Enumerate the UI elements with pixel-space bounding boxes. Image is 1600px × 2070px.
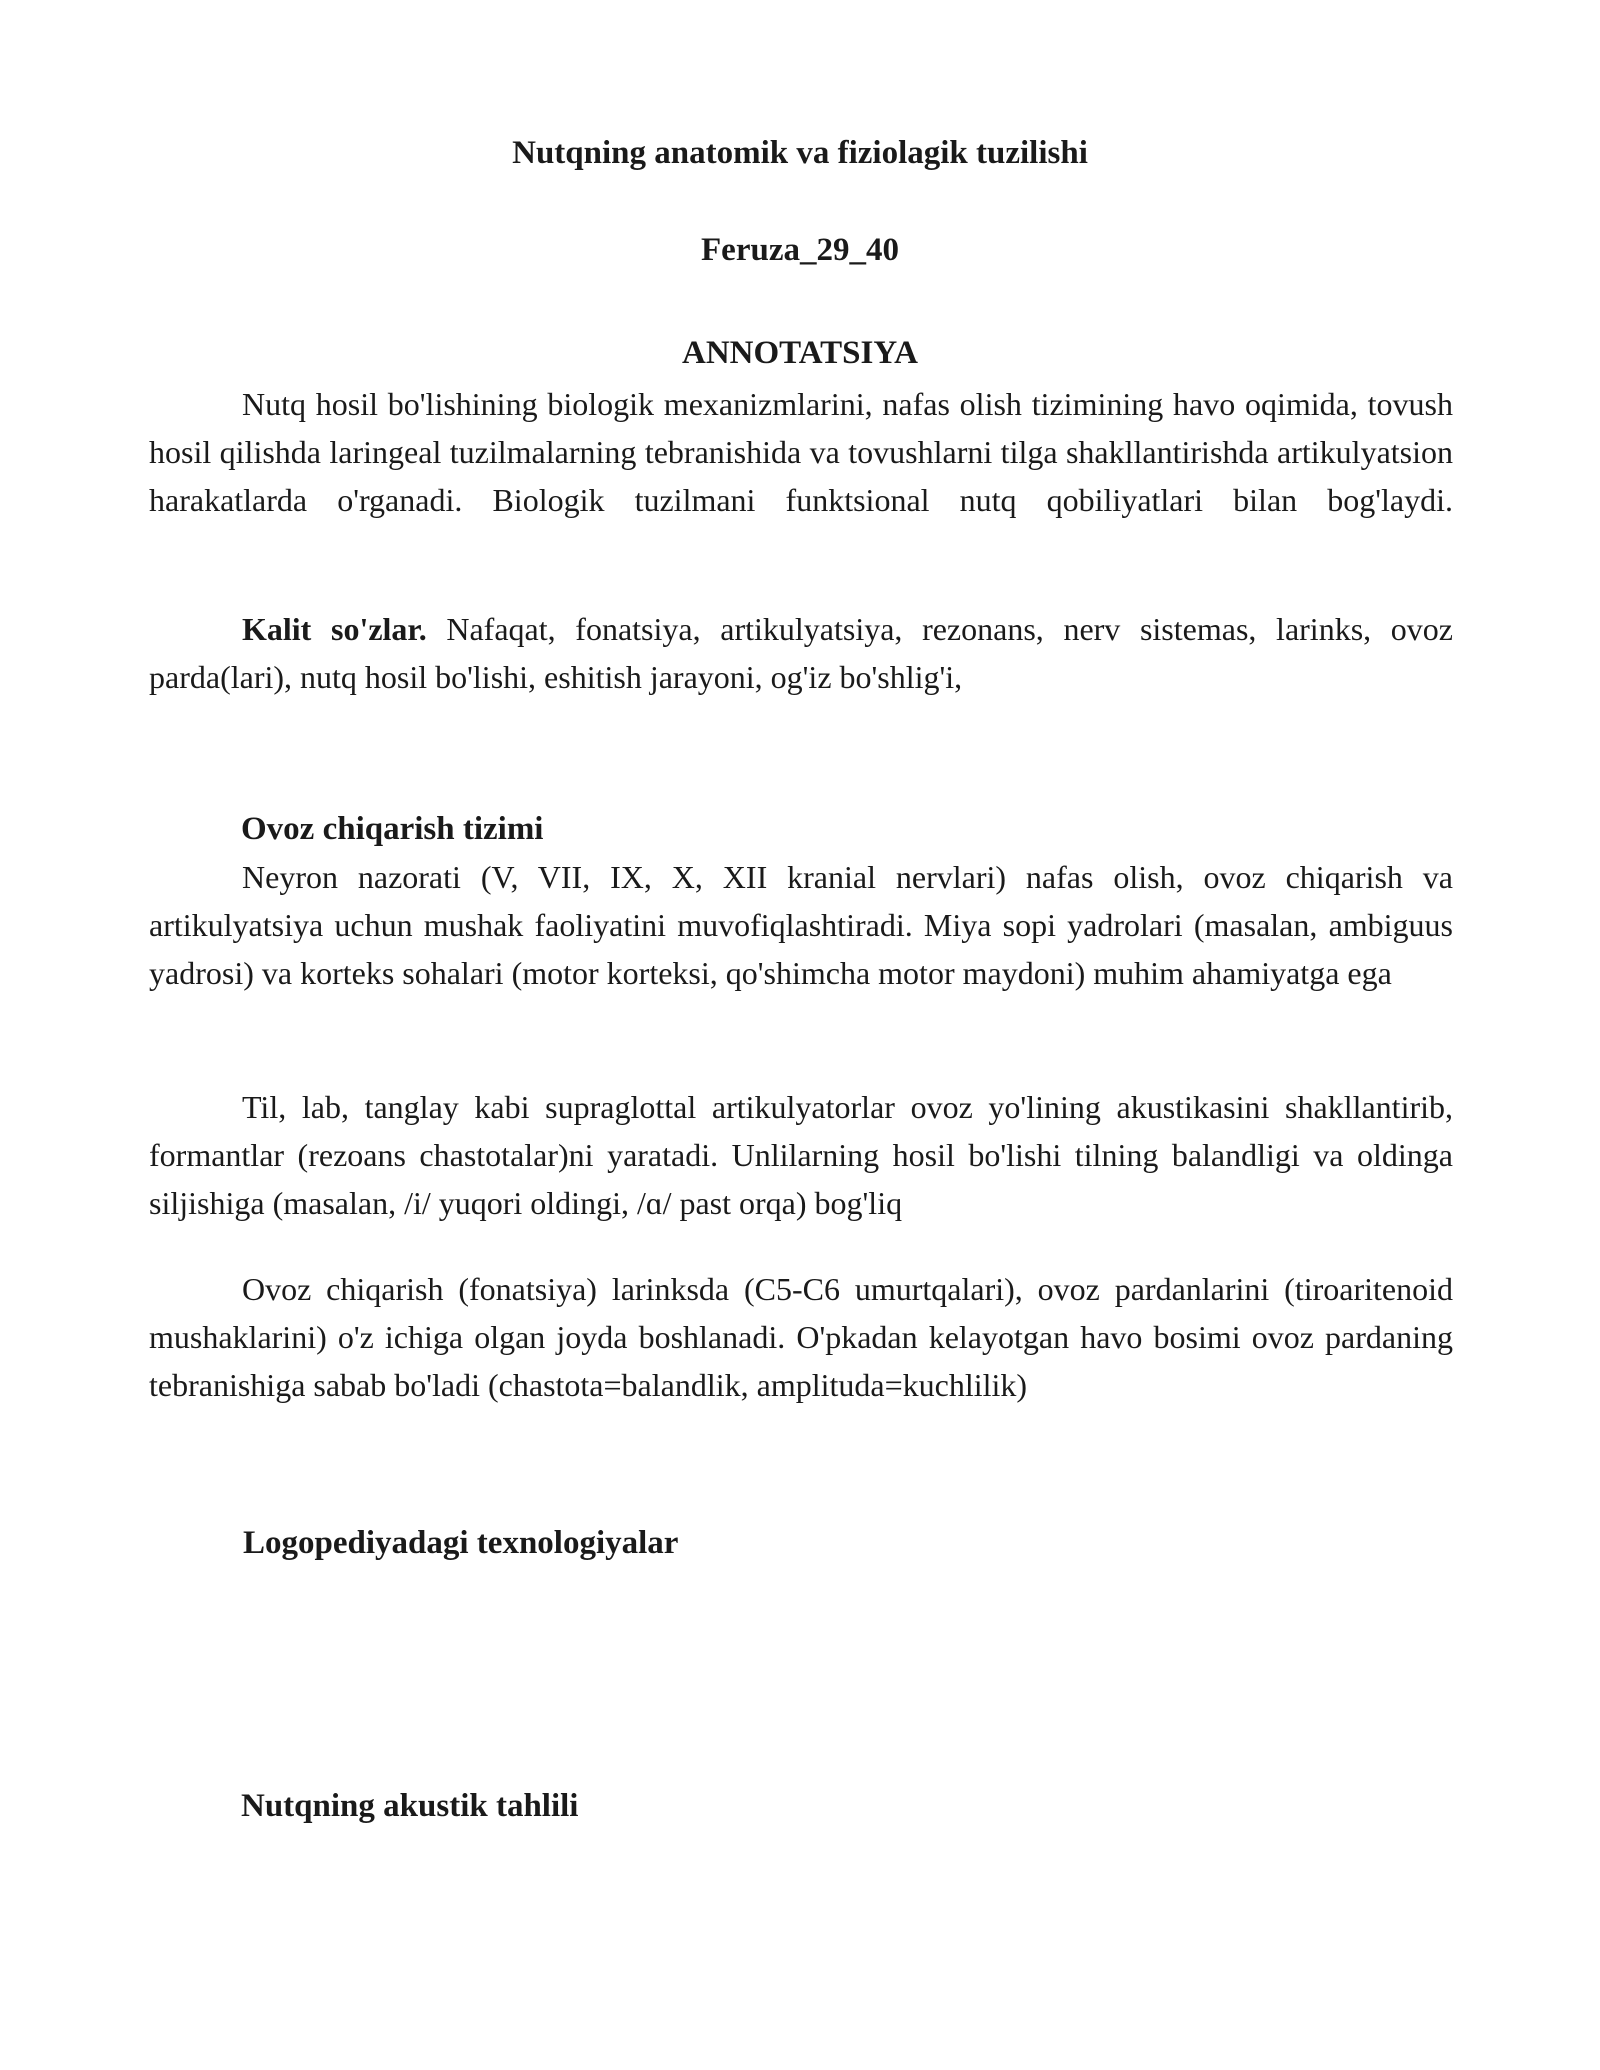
voice-system-paragraph-3: Ovoz chiqarish (fonatsiya) larinksda (C5-C6 umurtqalari), ovoz pardanlarini (tiroaritenoid mushaklarini) o'z ichiga olgan joyda boshlanadi. O'pkadan kelayotgan havo bosimi ovoz pardaning tebranishiga sabab bo'ladi (chastota=balandlik, amplituda=kuchlilik) [149,1271,1453,1403]
document-author: Feruza_29_40 [701,232,899,268]
keywords-paragraph [149,605,1453,701]
section-heading-voice-system: Ovoz chiqarish tizimi [241,811,544,847]
voice-system-paragraph-1: Neyron nazorati (V, VII, IX, X, XII kranial nervlari) nafas olish, ovoz chiqarish va artikulyatsiya uchun mushak faoliyatini muvofiqlashtiradi. Miya sopi yadrolari (masalan, ambiguus yadrosi) va korteks sohalari (motor korteksi, qo'shimcha motor maydoni) muhim ahamiyatga ega [149,859,1453,991]
keywords-label: Kalit so'zlar. [242,611,427,647]
keywords-text: Nafaqat, fonatsiya, artikulyatsiya, rezonans, nerv sistemas, larinks, ovoz parda(lari), nutq hosil bo'lishi, eshitish jarayoni, og'iz bo'shlig'i, [149,611,1454,695]
section-heading-acoustic-analysis: Nutqning akustik tahlili [241,1788,579,1824]
document-title: Nutqning anatomik va fiziolagik tuzilishi [512,135,1088,171]
annotation-heading: ANNOTATSIYA [682,335,918,371]
section-heading-speech-therapy-tech: Logopediyadagi texnologiyalar [243,1525,679,1561]
annotation-paragraph: Nutq hosil bo'lishining biologik mexanizmlarini, nafas olish tizimining havo oqimida, tovush hosil qilishda laringeal tuzilmalarning tebranishida va tovushlarni tilga shakllantirishda artikulyatsion harakatlarda o'rganadi. Biologik tuzilmani funktsional nutq qobiliyatlari bilan bog'laydi. [149,386,1453,518]
voice-system-paragraph-2: Til, lab, tanglay kabi supraglottal artikulyatorlar ovoz yo'lining akustikasini shakllantirib, formantlar (rezoans chastotalar)ni yaratadi. Unlilarning hosil bo'lishi tilning balandligi va oldinga siljishiga (masalan, /i/ yuqori oldingi, /ɑ/ past orqa) bog'liq [149,1089,1453,1221]
